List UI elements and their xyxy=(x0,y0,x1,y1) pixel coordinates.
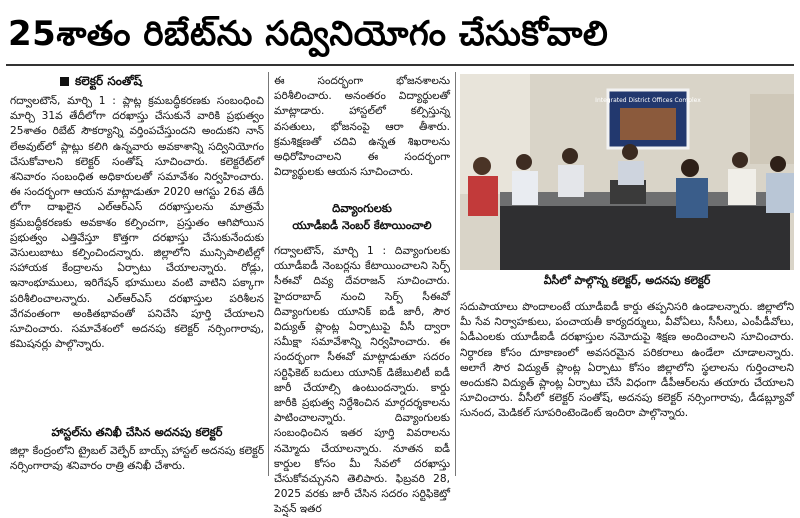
column-divider-2 xyxy=(455,72,456,476)
byline xyxy=(60,72,142,90)
article-column-3 xyxy=(460,300,794,478)
screen-banner: Integrated District Offices Complex xyxy=(595,97,701,104)
byline-text: కలెక్టర్ సంతోష్ xyxy=(75,74,143,88)
subhead-hostel: హాస్టల్‌ను తనిఖీ చేసిన అదనపు కలెక్టర్ xyxy=(51,425,223,439)
article-paragraph-3: సదుపాయాలు పొందాలంటే యూడీఐడీ కార్డు తప్పనిసరి ఉండాలన్నారు. జిల్లాలోని మీ సేవ నిర్వాహకులు, పంచాయతీ కార్యదర్శులు, వీవోఏలు, సీసీలు, ఎంపీడీవోలు, ఏడీఎంలకు యూడీఐడీ దరఖాస్తుల నమోదుపై శిక్షణ అందించాలని సూచించారు. నిర్ధారణ కోసం దూకాణంలో అవసరమైన పరికరాలు ఉండేలా చూడాలన్నారు. అలాగే సౌర విద్యుత్ ప్లాంట్ల ఏర్పాటు కోసం జిల్లాలోని స్థలాలను గుర్తించాలని అందుకని విద్యుత్ ప్లాంట్ల ఏర్పాటు చేసే విధంగా డీపీఆర్‌లను తయారు చేయాలని సూచించారు. వీసీలో కలెక్టర్ సంతోష్, అదనపు కలెక్టర్ నర్సింగారావు, డీడబ్ల్యూవో సునంద, మెడికల్ సూపరింటెండెంట్ ఇందిరా పాల్గొన్నారు. xyxy=(460,301,794,420)
meeting-photo-illustration xyxy=(460,74,794,270)
hostel-paragraph: జిల్లా కేంద్రంలోని ట్రైబల్ వెల్ఫేర్ బాయ్స్ హాస్టల్ అదనపు కలెక్టర్ నర్సింగారావు శనివారం రాత్రి తనిఖీ చేశారు. xyxy=(10,445,264,473)
article-paragraph: గద్వాలటౌన్, మార్చి 1 : ప్లాట్ల క్రమబద్ధీకరణకు సంబంధించి మార్చి 31వ తేదీలోగా దరఖాస్తు చేసుకునే వారికి ప్రభుత్వం 25శాతం రిబేట్ సౌకర్యాన్ని వర్తింపచేస్తుందని అందుకని నాన్ లేఅవుట్‌లో ప్లాట్లు కలిగి ఉన్నవారు అవకాశాన్ని సద్వినియోగం చేసుకోవాలని కలెక్టర్ సంతోష్ సూచించారు. కలెక్టరేట్‌లో శనివారం సంబంధిత అధికారులతో సమావేశం నిర్వహించారు. ఈ సందర్భంగా ఆయన మాట్లాడుతూ 2020 ఆగస్టు 26వ తేదీ లోగా దాఖలైన ఎల్ఆర్ఎస్ దరఖాస్తులను మాత్రమే క్రమబద్ధీకరణకు అవకాశం కల్పించగా, ప్రస్తుతం ఆగిపోయిన ప్రభుత్వం ఎత్తివేస్తూ కొత్తగా దరఖాస్తు చేసుకునేందుకు వెసులుబాటు కల్పించిందన్నారు. జిల్లాలోని మున్సిపాలిటీల్లో సహాయక కేంద్రాలను ఏర్పాటు చేయాలన్నారు. రోడ్లు, ఇనాంభూములు, ఇరిగేషన్ భూములు వంటి వాటిని పక్కాగా పరిశీలించాలన్నారు. ఎల్ఆర్ఎస్ దరఖాస్తుల పరిశీలన వేగవంతంగా అంకితభావంతో పనిచేసి పూర్తి చేయాలని సూచించారు. సమావేశంలో అదనపు కలెక్టర్ నర్సింగారావు, కమిషనర్లు పాల్గొన్నారు. xyxy=(10,95,264,351)
article-column-1 xyxy=(10,94,264,420)
article-column-2 xyxy=(274,74,450,200)
subhead-divyang-line-1: దివ్యాంగులకు xyxy=(332,201,392,215)
hostel-article xyxy=(10,444,264,478)
divyang-paragraph: గద్వాలటౌన్, మార్చి 1 : దివ్యాంగులకు యూడీఐడీ నెంబర్లను కేటాయించాలని సెర్ప్ సీఈవో దివ్య దేవరాజన్ సూచించారు. హైదరాబాద్ నుంచి సెర్ప్ సీఈవో దివ్యాంగులకు యూనిక్ ఐడీ జారీ, సౌర విద్యుత్ ప్లాంట్ల ఏర్పాటుపై వీసీ ద్వారా సమీక్షా సమావేశాన్ని నిర్వహించారు. ఈ సందర్భంగా సీఈవో మాట్లాడుతూ సదరం సర్టిఫికెట్ బదులు యూనిక్ డిజేబులిటీ ఐడీ జారీ చేయాల్సి ఉంటుందన్నారు. కార్డు జారీకి ప్రభుత్వ నిర్దేశించిన మార్గదర్శకాలను పాటించాలన్నారు. దివ్యాంగులకు సంబంధించిన ఇతర పూర్తి వివరాలను నమ్మోదు చేయాలన్నారు. నూతన ఐడీ కార్డుల కోసం మీ సేవలో దరఖాస్తు చేసుకోవచ్చునని తెలిపారు. ఫిబ్రవరి 28, 2025 వరకు జారీ చేసిన సదరం సర్టిఫికెట్తో పెన్షన్ ఇతర xyxy=(274,245,450,516)
column-divider-1 xyxy=(268,72,269,476)
bullet-icon xyxy=(60,77,69,86)
headline-rule xyxy=(6,64,794,66)
meeting-photo xyxy=(460,74,794,270)
subhead-divyang-line-2: యూడీఐడీ నెంబర్ కేటాయించాలి xyxy=(292,219,432,232)
article-paragraph-2: ఈ సందర్భంగా భోజనశాలను పరిశీలించారు. అనంతరం విద్యార్థులతో మాట్లాడారు. హాస్టల్‌లో కల్పిస్తున్న వసతులు, భోజనంపై ఆరా తీశారు. క్రమశిక్షణతో చదివి ఉన్నత శిఖరాలను అధిరోహించాలని ఈ సందర్భంగా విద్యార్థులకు ఆయన సూచించారు. xyxy=(274,75,450,179)
photo-caption: వీసీలో పాల్గొన్న కలెక్టర్, అదనపు కలెక్టర్ xyxy=(543,274,711,287)
headline: 25శాతం రిబేట్‌ను సద్వినియోగం చేసుకోవాలి xyxy=(8,14,609,54)
divyang-article xyxy=(274,244,450,516)
